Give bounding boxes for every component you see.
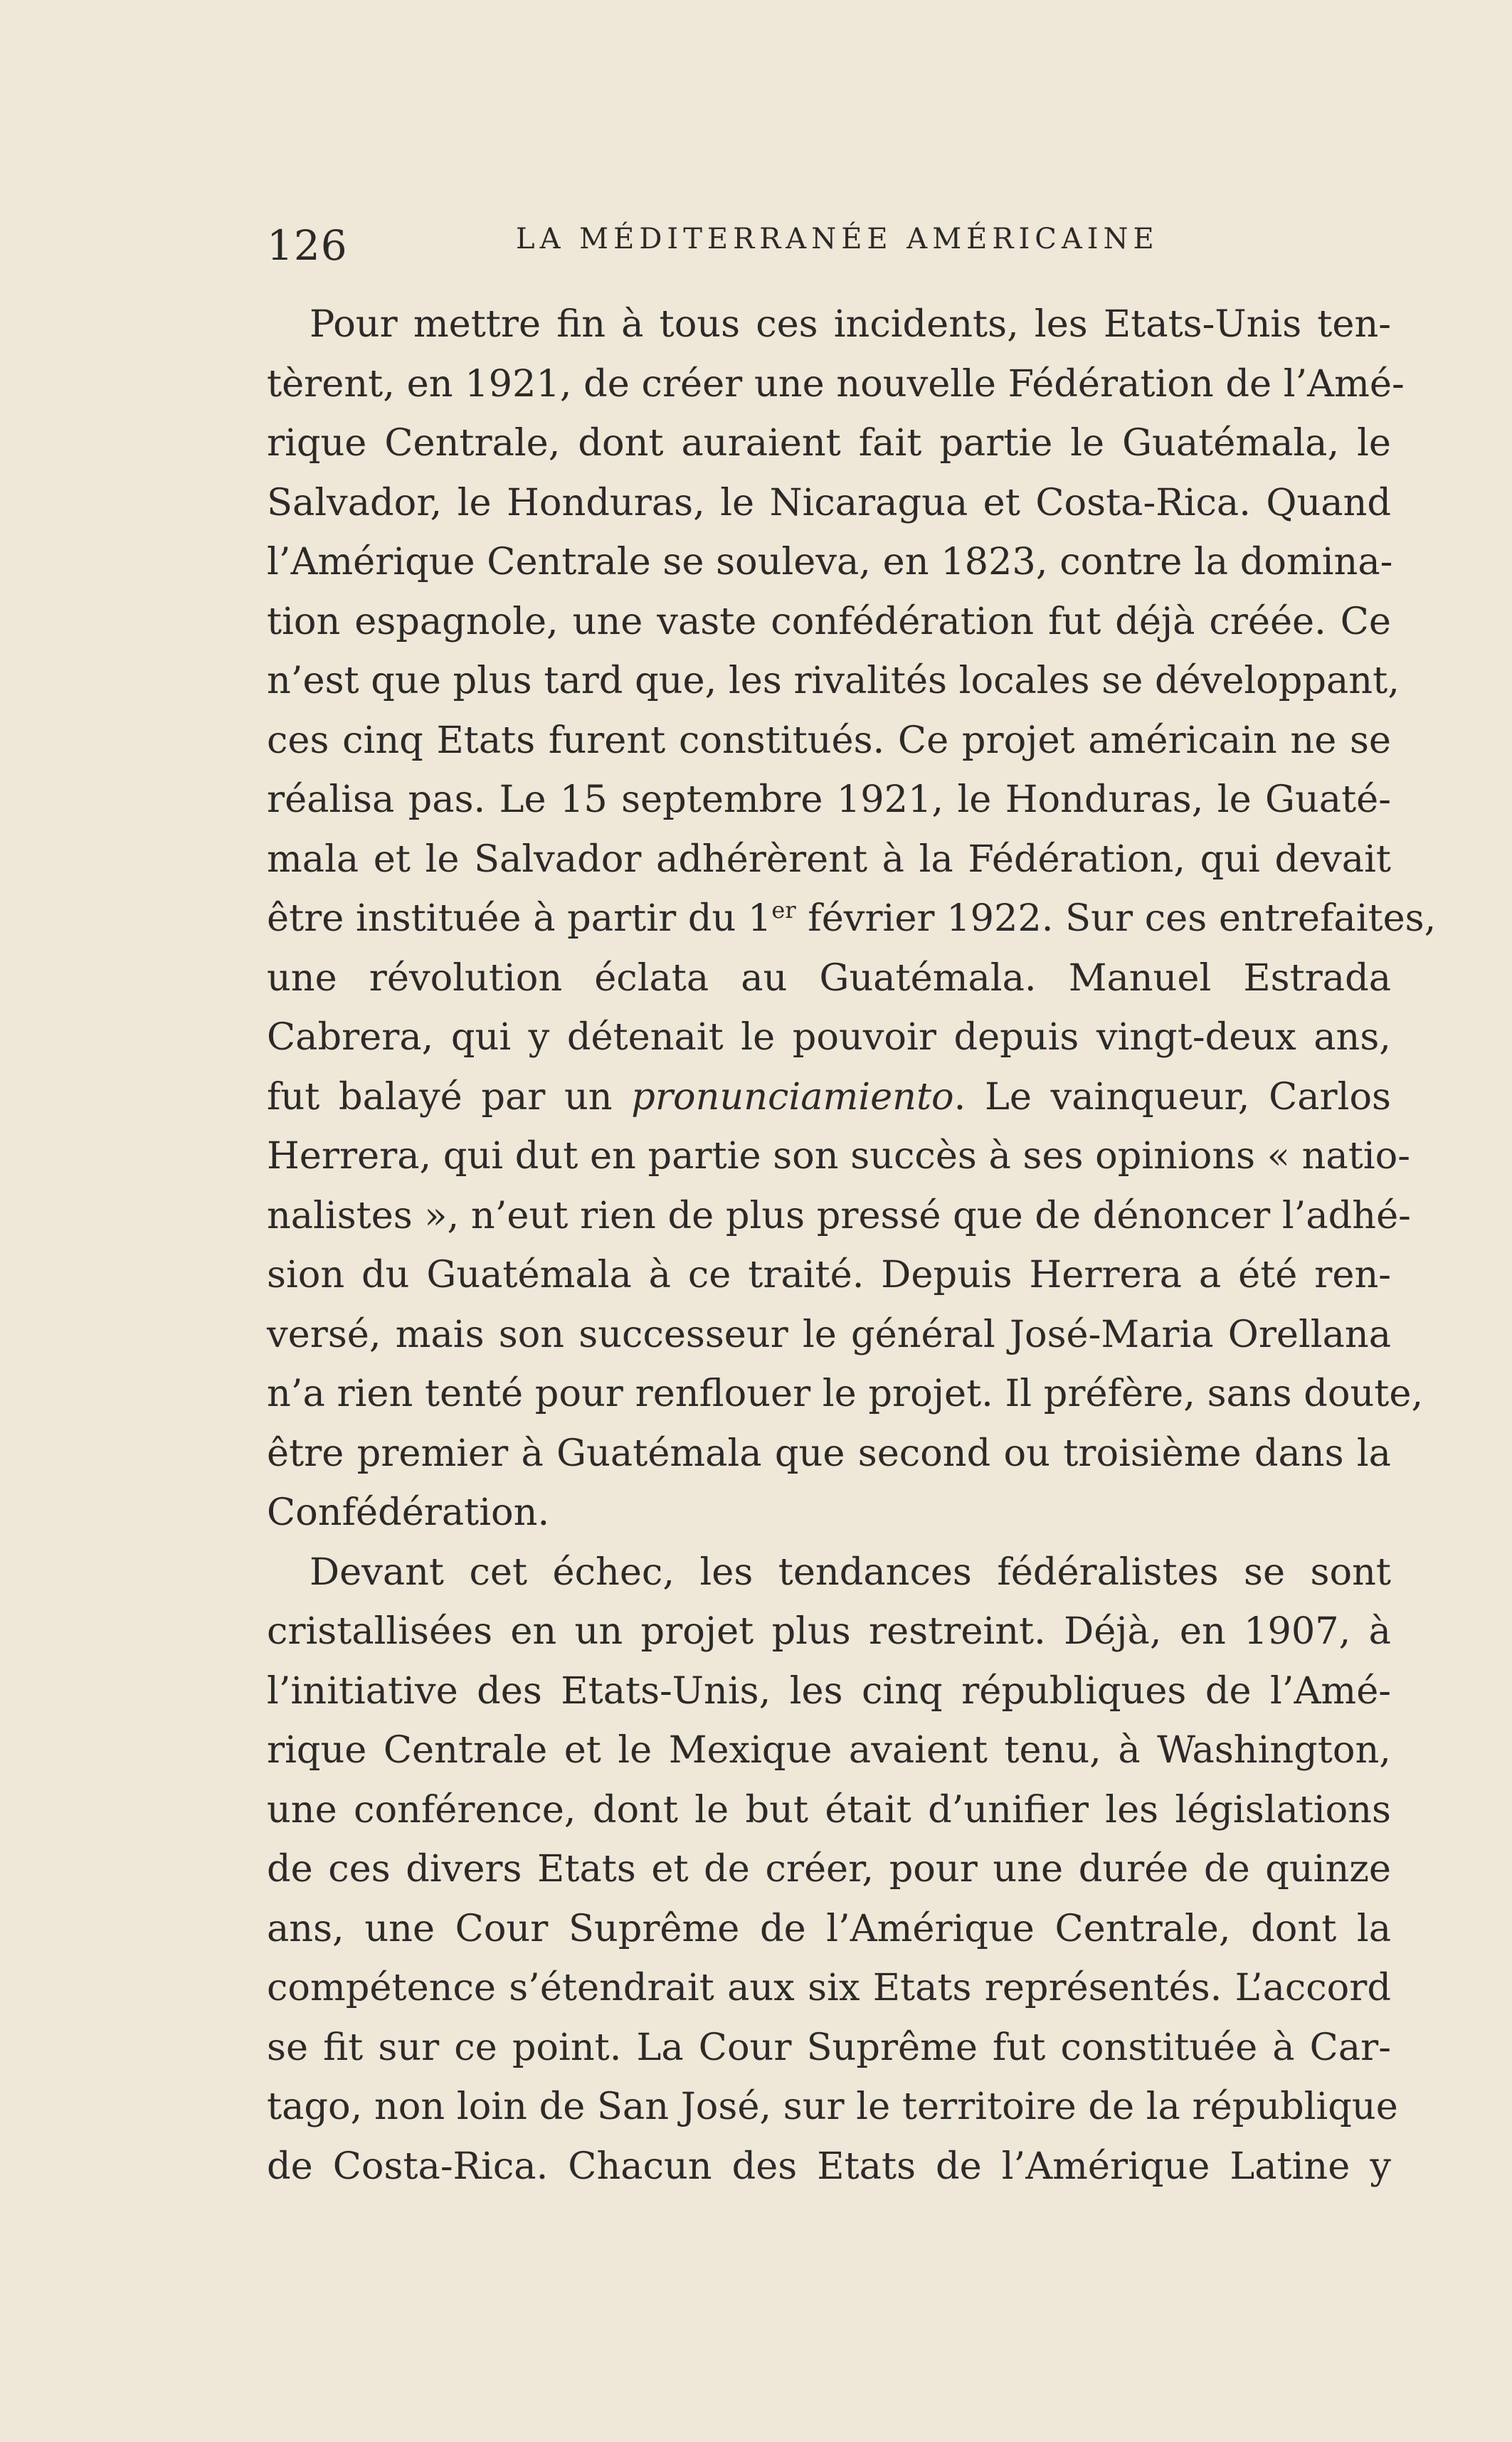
ordinal-superscript: er	[771, 897, 796, 924]
text-line-12: une révolution éclata au Guatémala. Manuel Estrada	[267, 956, 1391, 1000]
text-line-30: se fit sur ce point. La Cour Suprême fut constituée à Car-	[267, 2025, 1391, 2069]
text-line-24: l’initiative des Etats-Unis, les cinq républiques de l’Amé-	[267, 1669, 1391, 1713]
text-line-17: sion du Guatémala à ce traité. Depuis Herrera a été ren-	[267, 1253, 1391, 1296]
body-text	[267, 295, 1437, 2196]
text-line-28: ans, une Cour Suprême de l’Amérique Centrale, dont la	[267, 1906, 1391, 1950]
text-line-26: une conférence, dont le but était d’unifier les législations	[267, 1787, 1391, 1832]
text-line-3: rique Centrale, dont auraient fait partie le Guatémala, le	[267, 421, 1391, 465]
text-line-11	[267, 889, 1437, 948]
line-11-text-before: être instituée à partir du 1	[267, 897, 772, 940]
page-number: 126	[267, 221, 348, 270]
text-line-6: tion espagnole, une vaste confédération fut déjà créée. Ce	[267, 599, 1391, 643]
text-line-1: Pour mettre fin à tous ces incidents, les Etats-Unis ten-	[310, 302, 1391, 346]
line-14-text-before: fut balayé par un	[267, 1074, 632, 1119]
text-line-7: n’est que plus tard que, les rivalités locales se développant,	[267, 659, 1400, 702]
running-head: LA MÉDITERRANÉE AMÉRICAINE	[516, 223, 1159, 255]
text-line-8: ces cinq Etats furent constitués. Ce projet américain ne se	[267, 718, 1391, 762]
text-line-27: de ces divers Etats et de créer, pour une durée de quinze	[267, 1847, 1391, 1891]
text-line-31: tago, non loin de San José, sur le territoire de la république	[267, 2085, 1398, 2128]
text-line-32: de Costa-Rica. Chacun des Etats de l’Amérique Latine y	[267, 2144, 1391, 2188]
text-line-19: n’a rien tenté pour renflouer le projet. Il préfère, sans doute,	[267, 1372, 1424, 1415]
text-line-18: versé, mais son successeur le général José-Maria Orellana	[267, 1312, 1391, 1356]
text-line-13: Cabrera, qui y détenait le pouvoir depuis vingt-deux ans,	[267, 1015, 1391, 1059]
italic-term: pronunciamiento	[631, 1074, 954, 1119]
line-14-text-after: . Le vainqueur, Carlos	[953, 1074, 1391, 1119]
text-line-25: rique Centrale et le Mexique avaient tenu, à Washington,	[267, 1728, 1391, 1772]
text-line-9: réalisa pas. Le 15 septembre 1921, le Honduras, le Guaté-	[267, 778, 1391, 821]
text-line-29: compétence s’étendrait aux six Etats représentés. L’accord	[267, 1966, 1391, 2009]
text-line-5: l’Amérique Centrale se souleva, en 1823, contre la domina-	[267, 540, 1393, 583]
text-line-4: Salvador, le Honduras, le Nicaragua et Costa-Rica. Quand	[267, 480, 1391, 524]
text-line-16: nalistes », n’eut rien de plus pressé que de dénoncer l’adhé-	[267, 1193, 1411, 1237]
text-line-15: Herrera, qui dut en partie son succès à ses opinions « natio-	[267, 1134, 1410, 1178]
text-line-21: Confédération.	[267, 1491, 550, 1534]
page-header	[267, 217, 1391, 274]
text-line-14	[267, 1067, 1391, 1127]
text-line-23: cristallisées en un projet plus restreint. Déjà, en 1907, à	[267, 1610, 1391, 1653]
text-line-22: Devant cet échec, les tendances fédéralistes se sont	[310, 1550, 1391, 1594]
text-line-20: être premier à Guatémala que second ou troisième dans la	[267, 1431, 1391, 1475]
text-line-2: tèrent, en 1921, de créer une nouvelle Fédération de l’Amé-	[267, 361, 1405, 406]
line-11-text-after: février 1922. Sur ces entrefaites,	[795, 897, 1437, 940]
text-line-10: mala et le Salvador adhérèrent à la Fédération, qui devait	[267, 837, 1391, 881]
